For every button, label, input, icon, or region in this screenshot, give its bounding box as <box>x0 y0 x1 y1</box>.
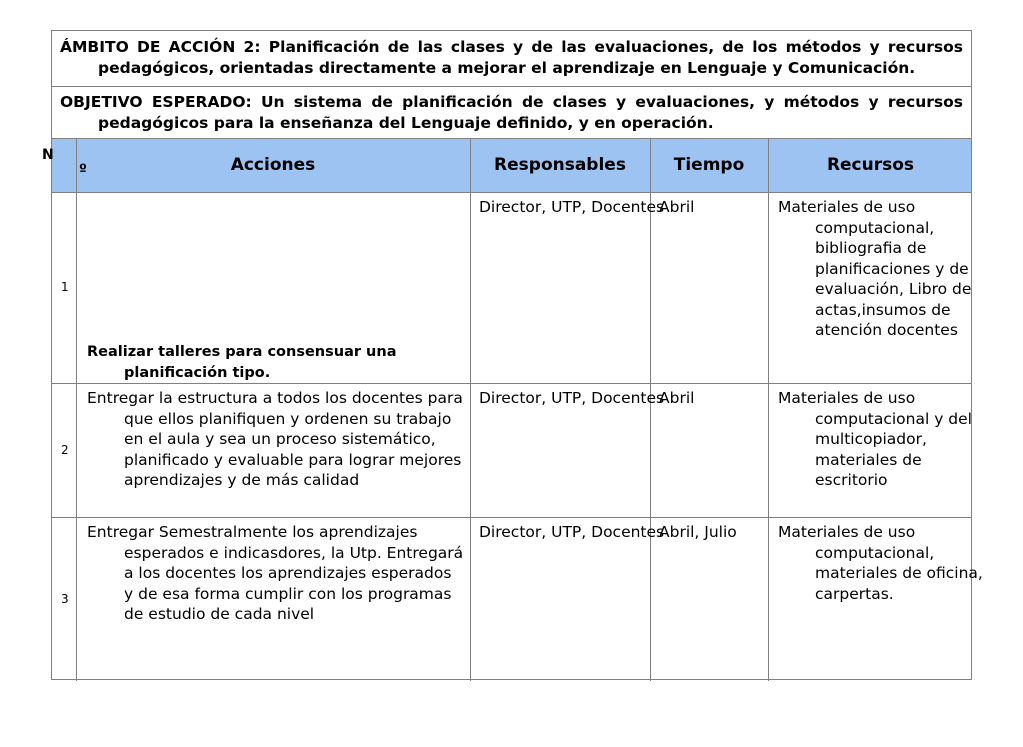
divider <box>52 138 971 139</box>
divider <box>52 383 971 384</box>
header-acciones: Acciones <box>230 155 316 175</box>
divider <box>52 86 971 87</box>
row-recursos: Materiales de uso computacional y del multicopiador, materiales de escritorio <box>778 389 972 489</box>
header-recursos: Recursos <box>826 155 915 175</box>
row-accion: Entregar la estructura a todos los docentes para que ellos planifiquen y ordenen su trabajo en el aula y sea un proceso sistemático, planificado y evaluable para lograr mejores aprendizajes y de más calidad <box>87 389 463 489</box>
row-number: 3 <box>61 592 69 606</box>
divider <box>470 138 471 681</box>
divider <box>76 138 77 681</box>
row-accion: Entregar Semestralmente los aprendizajes esperados e indicasdores, la Utp. Entregará a los docentes los aprendizajes esperados y de esa forma cumplir con los programas de estudio de cada nivel <box>87 523 464 623</box>
ambito-text: ÁMBITO DE ACCIÓN 2: Planificación de las clases y de las evaluaciones, de los métodos y recursos pedagógicos, orientadas directamente a mejorar el aprendizaje en Lenguaje y Comunicación. <box>60 38 963 77</box>
divider <box>52 192 971 193</box>
divider <box>52 517 971 518</box>
row-tiempo: Abril, Julio <box>659 523 737 541</box>
row-responsables: Director, UTP, Docentes <box>479 523 665 541</box>
header-n: N <box>42 147 54 163</box>
row-accion: Realizar talleres para consensuar una planificación tipo. <box>87 344 397 381</box>
row-recursos: Materiales de uso computacional, bibliografia de planificaciones y de evaluación, Libro de actas,insumos de atención docentes <box>778 198 972 339</box>
header-tiempo: Tiempo <box>673 155 745 175</box>
row-responsables: Director, UTP, Docentes <box>479 198 665 216</box>
objetivo-text: OBJETIVO ESPERADO: Un sistema de planificación de clases y evaluaciones, y métodos y recursos pedagógicos para la enseñanza del Lenguaje definido, y en operación. <box>60 93 963 132</box>
row-responsables: Director, UTP, Docentes <box>479 389 665 407</box>
row-tiempo: Abril <box>659 389 695 407</box>
row-number: 2 <box>61 443 69 457</box>
header-responsables: Responsables <box>494 155 626 175</box>
row-recursos: Materiales de uso computacional, materiales de oficina, carpertas. <box>778 523 983 603</box>
row-tiempo: Abril <box>659 198 695 216</box>
divider <box>768 138 769 681</box>
row-number: 1 <box>61 280 69 294</box>
divider <box>650 138 651 681</box>
action-plan-table <box>42 30 983 680</box>
header-degree: º <box>79 162 87 178</box>
